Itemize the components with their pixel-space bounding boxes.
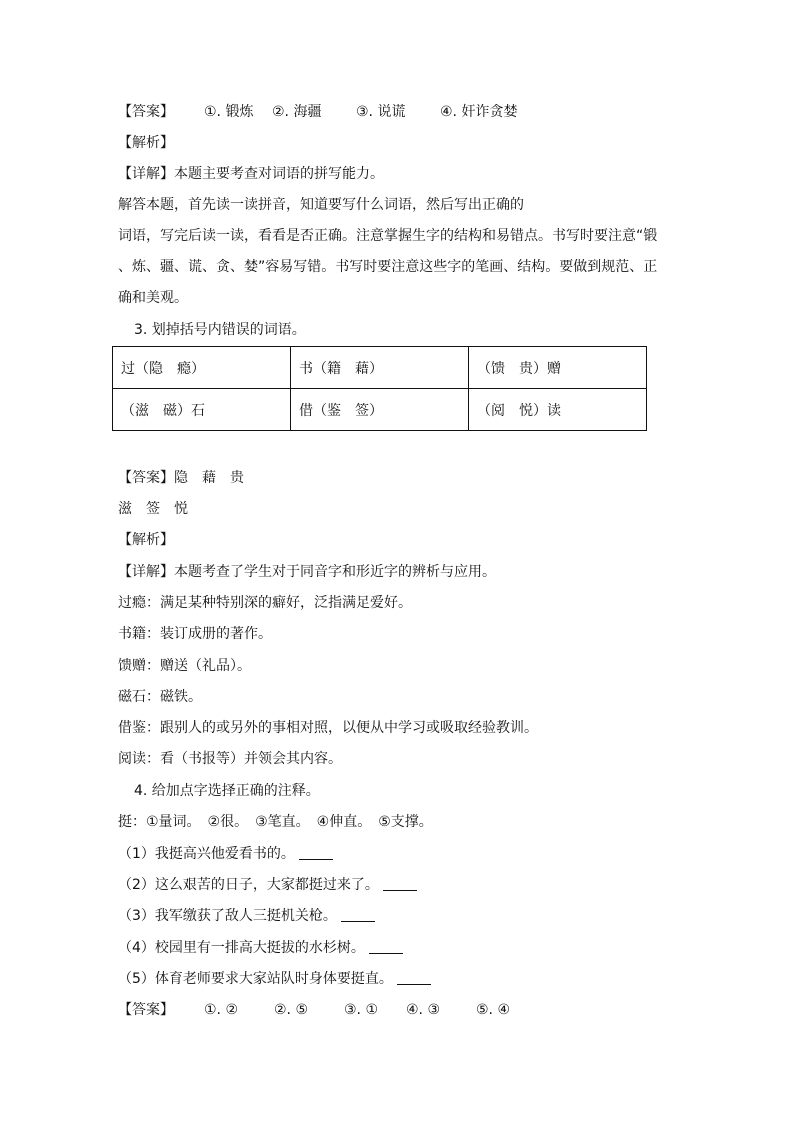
answer-blank[interactable] [383,876,417,891]
analysis-line: 借鉴：跟别人的或另外的事相对照，以便从中学习或吸取经验教训。 [118,720,538,736]
analysis-line: 词语，写完后读一读，看看是否正确。注意掌握生字的结构和易错点。书写时要注意“锻 [118,228,658,244]
q4-question [118,906,375,926]
answer-item: ②. 海疆 [272,104,322,120]
answer-blank[interactable] [341,907,375,922]
answer-blank[interactable] [299,845,333,860]
table-cell: （滋 磁）石 [113,389,291,431]
analysis-line: 、炼、疆、谎、贪、婪”容易写错。书写时要注意这些字的笔画、结构。要做到规范、正 [118,259,658,275]
analysis-line: 解答本题，首先读一读拼音，知道要写什么词语，然后写出正确的 [118,197,524,213]
table-cell: 借（鉴 签） [291,389,469,431]
analysis-line: 确和美观。 [118,290,188,306]
q2-answer-line [118,102,517,122]
answer-label: 【答案】 [118,1002,174,1018]
table-cell: 书（籍 藉） [291,347,469,389]
analysis-heading: 【解析】 [118,135,174,151]
answer-item: ③. ① [344,1002,379,1018]
answer-item: ②. ⑤ [274,1002,309,1018]
answer-blank[interactable] [369,939,403,954]
answer-item: ③. 说谎 [356,104,406,120]
q3-answer-line: 【答案】隐 藉 贵 [118,470,244,486]
analysis-line: 【详解】本题考查了学生对于同音字和形近字的辨析与应用。 [118,564,496,580]
table-row [113,347,647,389]
answer-item: ①. 锻炼 [204,104,254,120]
answer-item: ④. ③ [406,1002,441,1018]
q4-question [118,969,431,989]
analysis-heading: 【解析】 [118,532,174,548]
analysis-line: 磁石：磁铁。 [118,689,202,705]
q4-question [118,938,403,958]
table-cell: 过（隐 瘾） [113,347,291,389]
answer-label: 【答案】 [118,104,174,120]
q3-title: 3. 划掉括号内错误的词语。 [134,322,306,338]
question-text: （3）我军缴获了敌人三挺机关枪。 [118,908,337,924]
analysis-line: 【详解】本题主要考查对词语的拼写能力。 [118,166,384,182]
analysis-line: 馈赠：赠送（礼品）。 [118,658,251,674]
q4-question [118,875,417,895]
analysis-line: 书籍：装订成册的著作。 [118,626,272,642]
q4-options: 挺：①量词。 ②很。 ③笔直。 ④伸直。 ⑤支撑。 [118,814,433,830]
question-text: （2）这么艰苦的日子，大家都挺过来了。 [118,877,379,893]
q4-title: 4. 给加点字选择正确的注释。 [134,783,320,799]
q4-answer-line [118,1000,510,1020]
table-row [113,389,647,431]
table-cell: （阅 悦）读 [469,389,647,431]
q4-question [118,844,333,864]
q3-answer-line: 滋 签 悦 [118,501,188,517]
table-cell: （馈 贵）赠 [469,347,647,389]
question-text: （4）校园里有一排高大挺拔的水杉树。 [118,940,365,956]
q3-table [112,346,647,431]
question-text: （1）我挺高兴他爱看书的。 [118,846,295,862]
analysis-line: 阅读：看（书报等）并领会其内容。 [118,751,342,767]
answer-item: ①. ② [204,1002,239,1018]
answer-blank[interactable] [397,970,431,985]
question-text: （5）体育老师要求大家站队时身体要挺直。 [118,971,393,987]
answer-item: ④. 奸诈贪婪 [440,104,518,120]
answer-item: ⑤. ④ [476,1002,511,1018]
analysis-line: 过瘾：满足某种特别深的癖好，泛指满足爱好。 [118,595,412,611]
